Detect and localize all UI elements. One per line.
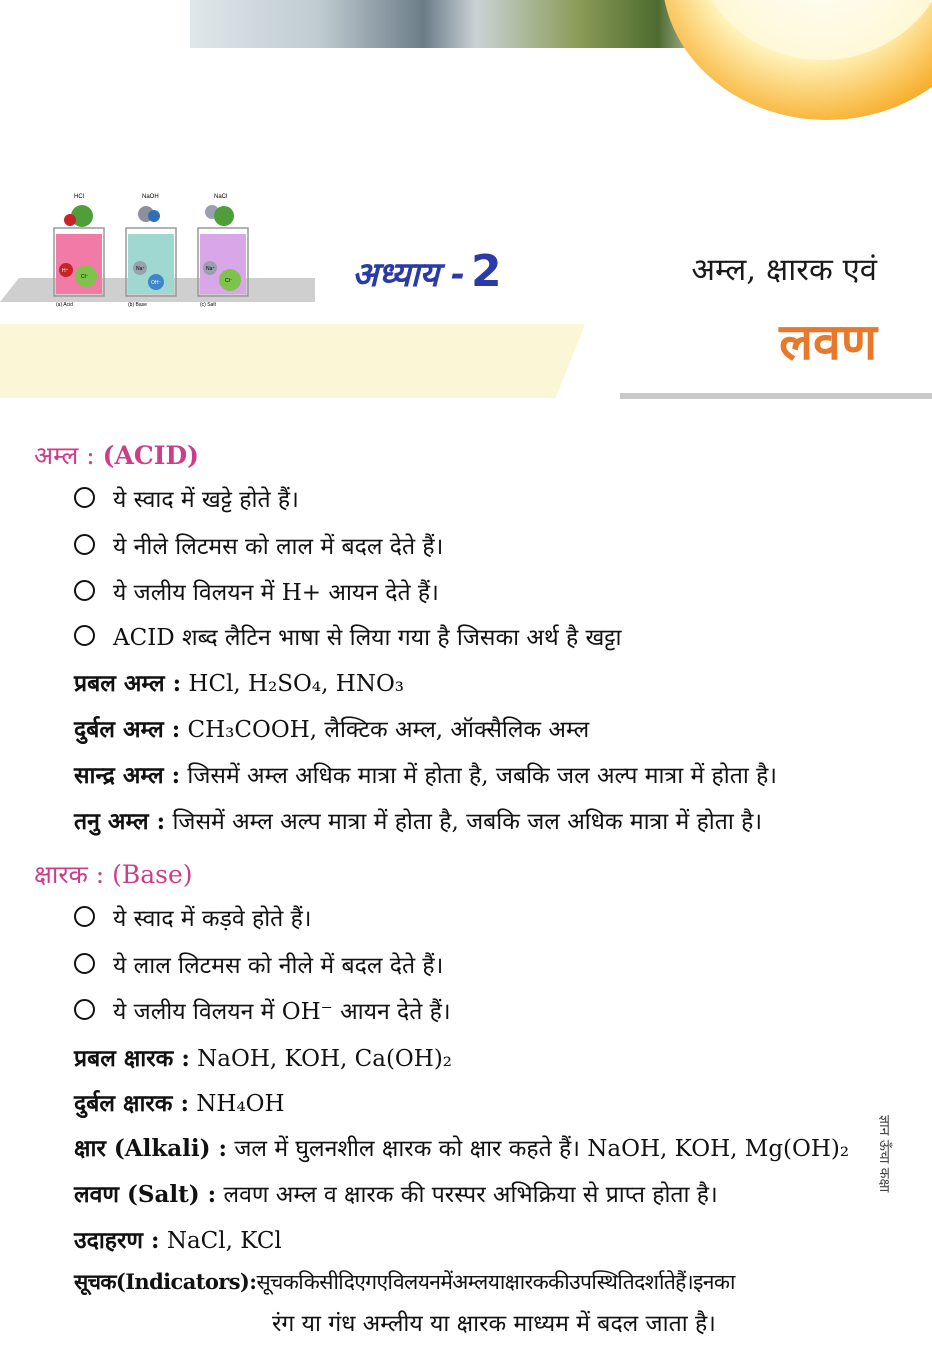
ion-label: Na⁺ — [206, 266, 216, 272]
strong-acid: प्रबल अम्ल : HCl, H₂SO₄, HNO₃ — [74, 670, 405, 697]
chapter-label: अध्याय - — [352, 255, 465, 295]
side-note: ज्ञान ऊँचा कक्षा — [876, 1115, 892, 1193]
bullet-circle-icon — [74, 999, 95, 1020]
dilute-acid: तनु अम्ल : जिसमें अम्ल अल्प मात्रा में होता है, जबकि जल अधिक मात्रा में होता है। — [74, 808, 763, 835]
acid-bullet: ACID शब्द लैटिन भाषा से लिया गया है जिसका अर्थ है खट्टा — [74, 620, 622, 652]
acid-bullet: ये जलीय विलयन में H+ आयन देते हैं। — [74, 575, 439, 607]
acid-heading — [34, 438, 199, 472]
beaker-caption: (a) Acid — [56, 302, 73, 308]
beaker-formula: HCl — [74, 194, 84, 200]
salt: लवण (Salt) : लवण अम्ल व क्षारक की परस्पर अभिक्रिया से प्राप्त होता है। — [74, 1181, 718, 1208]
chapter-title-line1: अम्ल, क्षारक एवं — [691, 252, 877, 288]
base-bullet: ये लाल लिटमस को नीले में बदल देते हैं। — [74, 948, 443, 980]
bullet-circle-icon — [74, 953, 95, 974]
indicator: सूचक(Indicators):सूचककिसीदिएगएविलयनमेंअम्लयाक्षारककीउपस्थितिदर्शातेहैं।इनका — [74, 1269, 735, 1294]
base-bullet: ये जलीय विलयन में OH⁻ आयन देते हैं। — [74, 994, 451, 1026]
header-banner-image — [190, 0, 710, 48]
acid-heading-en: (ACID) — [102, 441, 199, 470]
chapter-number: 2 — [470, 246, 502, 297]
beaker-acid — [54, 194, 104, 308]
beaker-formula: NaCl — [214, 194, 228, 200]
alkali: क्षार (Alkali) : जल में घुलनशील क्षारक को क्षार कहते हैं। NaOH, KOH, Mg(OH)₂ — [74, 1135, 850, 1162]
strong-base: प्रबल क्षारक : NaOH, KOH, Ca(OH)₂ — [74, 1045, 453, 1072]
ion-label: Na⁺ — [136, 266, 146, 272]
chapter-title-line2: लवण — [779, 312, 877, 371]
example: उदाहरण : NaCl, KCl — [74, 1227, 282, 1254]
acid-heading-hi: अम्ल : — [34, 441, 103, 470]
ion-label: Cl⁻ — [225, 278, 233, 284]
acid-bullet: ये नीले लिटमस को लाल में बदल देते हैं। — [74, 529, 443, 561]
base-heading-en: (Base) — [112, 860, 193, 889]
weak-base: दुर्बल क्षारक : NH₄OH — [74, 1090, 285, 1117]
bullet-circle-icon — [74, 534, 95, 555]
base-heading — [34, 857, 193, 891]
base-heading-hi: क्षारक : — [34, 860, 113, 889]
bullet-circle-icon — [74, 906, 95, 927]
beakers-illustration — [52, 190, 252, 310]
ion-label: H⁺ — [62, 268, 69, 274]
beaker-salt — [198, 194, 248, 308]
beaker-caption: (c) Salt — [200, 302, 216, 308]
weak-acid: दुर्बल अम्ल : CH₃COOH, लैक्टिक अम्ल, ऑक्सैलिक अम्ल — [74, 716, 590, 743]
ion-label: Cl⁻ — [81, 274, 89, 280]
indicator-cont: रंग या गंध अम्लीय या क्षारक माध्यम में बदल जाता है। — [272, 1311, 716, 1337]
bullet-circle-icon — [74, 487, 95, 508]
beaker-base — [126, 194, 176, 308]
ion-label: OH⁻ — [151, 280, 162, 286]
chapter-heading — [352, 246, 502, 297]
acid-bullet: ये स्वाद में खट्टे होते हैं। — [74, 482, 299, 514]
bullet-circle-icon — [74, 625, 95, 646]
beaker-formula: NaOH — [142, 194, 159, 200]
grey-underline — [620, 393, 932, 399]
cream-band — [0, 324, 585, 398]
bullet-circle-icon — [74, 580, 95, 601]
beaker-caption: (b) Base — [128, 302, 147, 308]
base-bullet: ये स्वाद में कड़वे होते हैं। — [74, 901, 312, 933]
concentrated-acid: सान्द्र अम्ल : जिसमें अम्ल अधिक मात्रा में होता है, जबकि जल अल्प मात्रा में होता है। — [74, 762, 778, 789]
